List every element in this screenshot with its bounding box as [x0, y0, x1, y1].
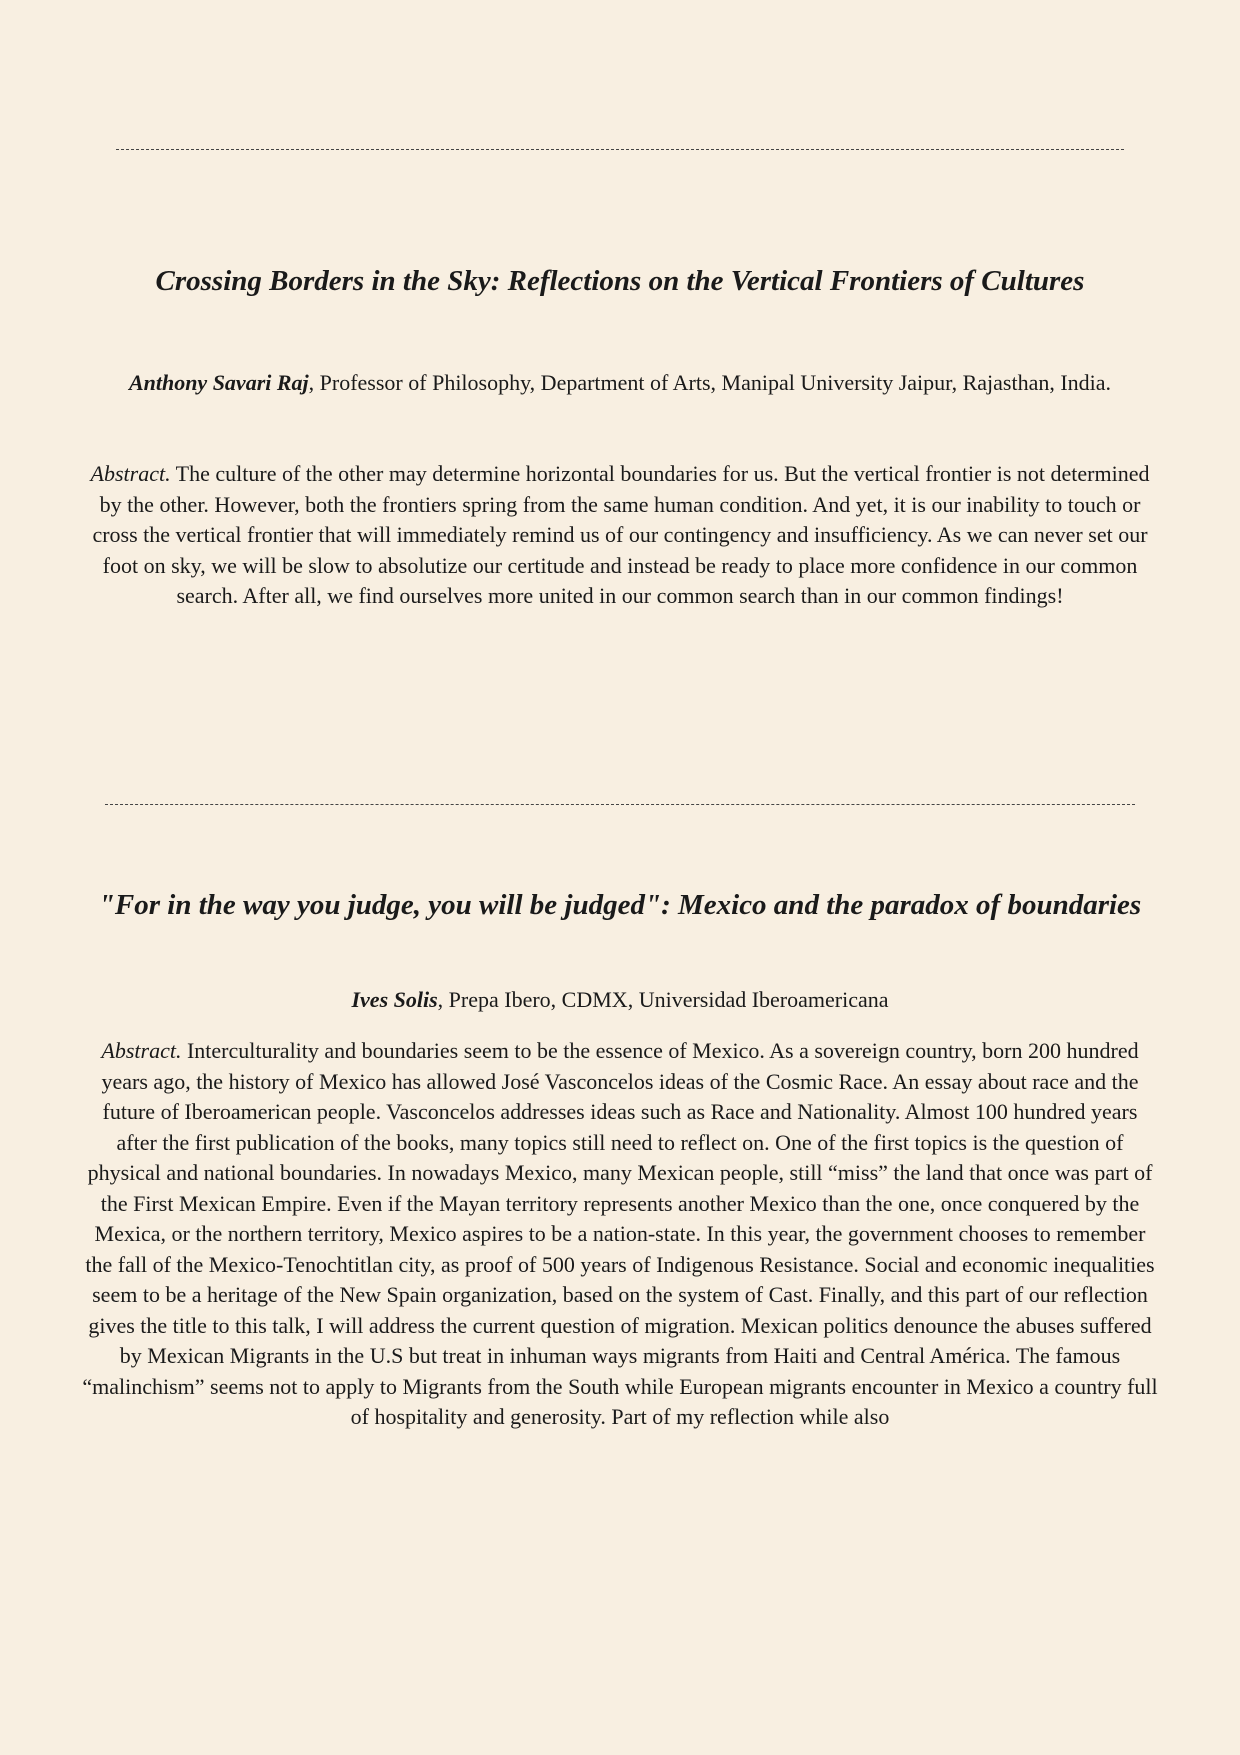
paper-2-abstract	[80, 1036, 1160, 1433]
paper-2-title: "For in the way you judge, you will be judged": Mexico and the paradox of boundaries	[98, 889, 1142, 921]
paper-1-title: Crossing Borders in the Sky: Reflections on the Vertical Frontiers of Cultures	[155, 265, 1085, 297]
paper-2-author-name: Ives Solis	[351, 987, 438, 1012]
paper-1-abstract-label: Abstract.	[90, 461, 171, 486]
paper-1-author	[90, 367, 1150, 398]
separator-middle	[0, 795, 1240, 811]
paper-2-abstract-text: Interculturality and boundaries seem to be the essence of Mexico. As a sovereign country, born 200 hundred years ago, the history of Mexico has allowed José Vasconcelos ideas of the Cosmic Race. An essay about race and the future of Iberoamerican people. Vasconcelos addresses ideas such as Race and Nationality. Almost 100 hundred years after the first publication of the books, many topics still need to reflect on. One of the first topics is the question of physical and national boundaries. In nowadays Mexico, many Mexican people, still “miss” the land that once was part of the First Mexican Empire. Even if the Mayan territory represents another Mexico than the one, once conquered by the Mexica, or the northern territory, Mexico aspires to be a nation-state. In this year, the government chooses to remember the fall of the Mexico-Tenochtitlan city, as proof of 500 years of Indigenous Resistance. Social and economic inequalities seem to be a heritage of the New Spain organization, based on the system of Cast. Finally, and this part of our reflection gives the title to this talk, I will address the current question of migration. Mexican politics denounce the abuses suffered by Mexican Migrants in the U.S but treat in inhuman ways migrants from Haiti and Central América. The famous “malinchism” seems not to apply to Migrants from the South while European migrants encounter in Mexico a country full of hospitality and generosity. Part of my reflection while also	[82, 1038, 1158, 1429]
paper-2-author	[90, 984, 1150, 1015]
paper-1-affiliation: , Professor of Philosophy, Department of Arts, Manipal University Jaipur, Rajasthan, India.	[308, 370, 1112, 395]
paper-2-abstract-label: Abstract.	[101, 1038, 182, 1063]
separator-top	[0, 140, 1240, 156]
paper-2-affiliation: , Prepa Ibero, CDMX, Universidad Iberoamericana	[437, 987, 889, 1012]
paper-1-author-name: Anthony Savari Raj	[128, 370, 309, 395]
paper-1-abstract	[88, 459, 1152, 612]
paper-1-abstract-text: The culture of the other may determine horizontal boundaries for us. But the vertical frontier is not determined by the other. However, both the frontiers spring from the same human condition. And yet, it is our inability to touch or cross the vertical frontier that will immediately remind us of our contingency and insufficiency. As we can never set our foot on sky, we will be slow to absolutize our certitude and instead be ready to place more confidence in our common search. After all, we find ourselves more united in our common search than in our common findings!	[92, 461, 1150, 608]
